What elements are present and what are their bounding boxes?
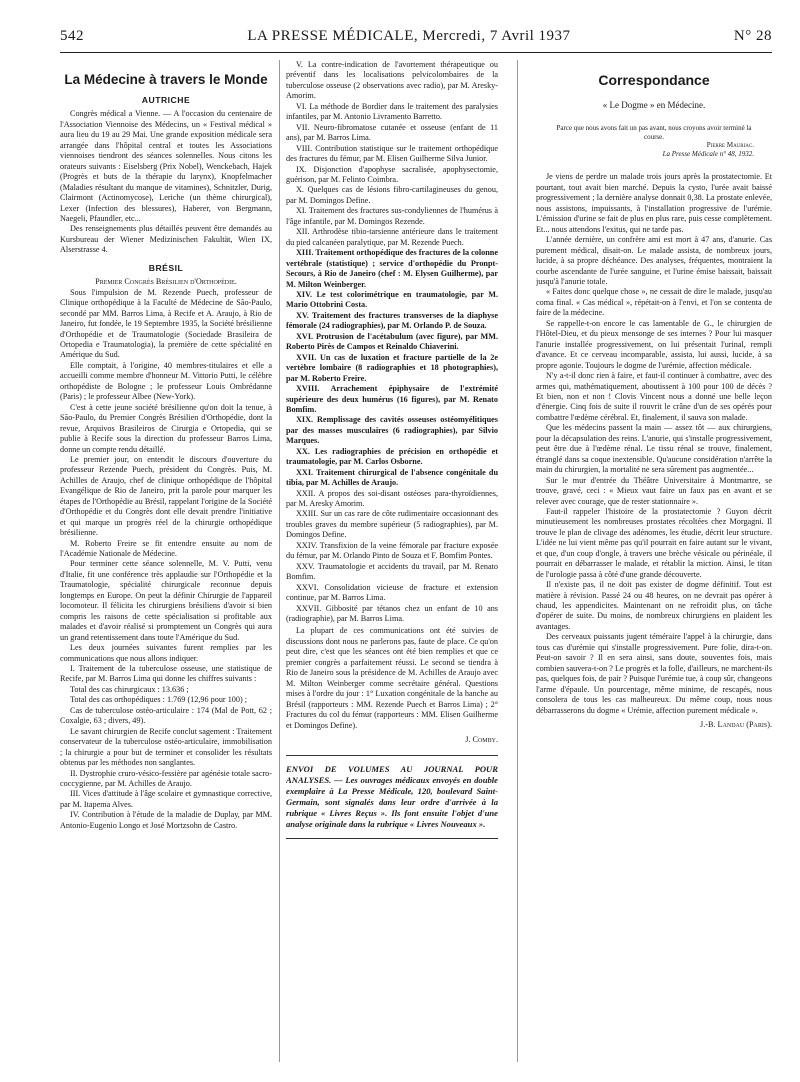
divider [286, 838, 498, 839]
paragraph: XX. Les radiographies de précision en orthopédie et traumatologie, par M. Carlos Osborne. [286, 446, 498, 467]
paragraph: Des renseignements plus détaillés peuvent être demandés au Kursbureau der Wiener Medizinischen Fakultät, Wien IX, Alserstrasse 4. [60, 224, 272, 255]
signature-comby: J. Comby. [465, 735, 498, 744]
autriche-body [60, 109, 272, 255]
paragraph: C'est à cette jeune société brésilienne qu'on doit la tenue, à São-Paulo, du Premier Congrès Brésilien d'Orthopédie, dont la revue, Arquivos Brasileiros de Cirurgia e Ortopedia, qui se publie à Recife sous la direction du professeur Barros Lima, donne un compte rendu détaillé. [60, 402, 272, 454]
paragraph: N'y a-t-il donc rien à faire, et faut-il continuer à combattre, avec des armes qui, mathématiquement, aboutissent à 100 pour 100 de décès ? Et bien, non et non ! Clovis Vincent nous a donné une belle leçon d'énergie. Cinq fois de suite il rouvrit le crâne d'un de ses opérés pour combattre l'œdème cérébral. Et, finalement, il sauva son malade. [536, 371, 772, 422]
article-subtitle: « Le Dogme » en Médecine. [602, 100, 706, 110]
paragraph: Je viens de perdre un malade trois jours après la prostatectomie. Et pourtant, tout avait bien marché. Depuis la cysto, l'urée avait baissé progressivement ; la dernière analyse donnait 0,38. La prostate enlevée, nous assistons, impuissants, à l'installation progressive de l'urémie. L'émission d'urine se fait de plus en plus rare, puis cesse complètement. Et... nous attendons l'exitus, qui ne tarde pas. [536, 172, 772, 234]
paragraph: Le savant chirurgien de Recife conclut sagement : Traitement conservateur de la tuberculose ostéo-articulaire, immobilisation ; la chirurgie a pour but de terminer et consolider les résultats obtenus par les méthodes non sanglantes. [60, 726, 272, 768]
journal-title: LA PRESSE MÉDICALE, Mercredi, 7 Avril 1937 [247, 28, 571, 44]
paragraph: VI. La méthode de Bordier dans le traitement des paralysies infantiles, par M. Antonio Livramento Barretto. [286, 101, 498, 122]
paragraph: XV. Traitement des fractures transverses de la diaphyse fémorale (24 radiographies), par M. Orlando P. de Souza. [286, 310, 498, 331]
paragraph: Congrès médical a Vienne. — A l'occasion du centenaire de l'Association Viennoise des Médecins, un « Festival médical » aura lieu du 19 au 29 Mai. Une grande exposition médicale sera arrangée dans l'hôpital central et toutes les Associations viennoises tiendront des séances solennelles. Nous citons les orateurs suivants : Eiselsberg (Prix Nobel), Wenckebach, Hajek (Progrès et buts de la thérapie du larynx), Knopfelmacher (Maladies résultant du manque de vitamines), Schnitzler, Durig, Clairmont (Actinomycose), Leriche (un thème chirurgical), Lexer (Infection des blessures), Haberer, von Bergmann, Naegeli, Pfaundler, etc... [60, 109, 272, 223]
epigraph-author: Pierre Mauriac. [706, 141, 754, 150]
issue-number: N° 28 [733, 28, 772, 44]
paragraph: Que les médecins passent la main — assez tôt — aux chirurgiens, pour la décapsulation des reins. L'anurie, qui s'installe progressivement, peut être due à l'œdème rénal. Le tissu rénal se trouve, finalement, étranglé dans sa coque inextensible. Qu'aucune considération n'arrête la main du chirurgien, la mortalité ne sera sûrement pas augmentée... [536, 423, 772, 475]
signature-landau: J.-B. Landau (Paris). [700, 720, 772, 730]
paragraph: XI. Traitement des fractures sus-condyliennes de l'humérus à l'âge infantile, par M. Domingos Rezende. [286, 206, 498, 226]
paragraph: VIII. Contribution statistique sur le traitement orthopédique des fractures du fémur, par M. Elisen Guilherme Silva Junior. [286, 143, 498, 164]
column-separator [279, 60, 280, 1062]
paragraph: XXI. Traitement chirurgical de l'absence congénitale du tibia, par M. Achilles de Araujo. [286, 467, 498, 488]
communications-list-part1 [60, 664, 272, 831]
heading-bresil: BRÉSIL [148, 262, 184, 273]
paragraph: XIX. Remplissage des cavités osseuses ostéomyélitiques par des masses musculaires (6 radiographies), par Silvio Marques. [286, 415, 498, 446]
communications-list-part2 [286, 60, 498, 624]
paragraph: Sur le mur d'entrée du Théâtre Universitaire à Montmartre, se trouve, gravé, ceci : « Mieux vaut faire un faux pas en avant et se relever avec courage, que de rester stationnaire ». [536, 475, 772, 506]
paragraph: XVIII. Arrachement épiphysaire de l'extrémité supérieure des deux humérus (16 figures), par M. Renato Bomfim. [286, 384, 498, 414]
paragraph: XVII. Un cas de luxation et fracture partielle de la 2e vertèbre lombaire (8 radiographies et 18 photographies), par M. Roberto Freire. [286, 352, 498, 383]
paragraph: III. Vices d'attitude à l'âge scolaire et gymnastique corrective, par M. Itapema Alves. [60, 789, 272, 809]
epigraph [536, 124, 772, 158]
paragraph: « Faites donc quelque chose », ne cessait de dire le malade, jusqu'au coma final. « Cas médical », répétait-on à l'envi, et l'on se contenta de faire de la médecine. [536, 287, 772, 318]
paragraph: Les deux journées suivantes furent remplies par les communications que nous allons indiquer. [60, 643, 272, 663]
paragraph: XXVII. Gibbosité par tétanos chez un enfant de 10 ans (radiographie), par M. Barros Lima. [286, 603, 498, 624]
page-header [60, 28, 772, 50]
epigraph-text: Parce que nous avons fait un pas avant, nous croyons avoir terminé la course. [556, 124, 752, 141]
paragraph: XII. Arthrodèse tibio-tarsienne antérieure dans le traitement du pied calcanéen paralytique, par M. Rezende Puech. [286, 227, 498, 247]
notice-envoi-volumes: ENVOI DE VOLUMES AU JOURNAL POUR ANALYSES. — Les ouvrages médicaux envoyés en double exemplaire à La Presse Médicale, 120, boulevard Saint-Germain, sont signalés dans leur ordre d'arrivée à la rubrique « Livres Reçus ». Ils font ensuite l'objet d'une analyse originale dans la rubrique « Livres Nouveaux ». [286, 764, 498, 830]
paragraph: XIII. Traitement orthopédique des fractures de la colonne vertébrale (statistique) ; service d'orthopédie du Pronpt-Secours, à Rio de Janeiro (chef : M. Elysen Guilherme), par M. Milton Weinberger. [286, 248, 498, 289]
section-title-correspondance: Correspondance [598, 72, 710, 88]
paragraph: Il n'existe pas, il ne doit pas exister de dogme définitif. Tout est matière à révision. Passé 24 ou 48 heures, on ne devrait pas opérer à chaud, les appendicites. Maintenant on ne refroidit plus, on tâche d'opérer de suite. Du moins, de nombreux chirurgiens en plaident les avantages. [536, 580, 772, 631]
paragraph: II. Dystrophie cruro-vésico-fessière par agénésie totale sacro-coccygienne, par M. Achilles de Araujo. [60, 768, 272, 788]
paragraph: XXV. Traumatologie et accidents du travail, par M. Renato Bomfim. [286, 561, 498, 582]
epigraph-source: La Presse Médicale n° 48, 1932. [662, 149, 754, 158]
paragraph: Cas de tuberculose ostéo-articulaire : 174 (Mal de Pott, 62 ; Coxalgie, 63 ; divers, 49). [60, 705, 272, 726]
paragraph: Se rappelle-t-on encore le cas lamentable de G., le chirurgien de l'Hôtel-Dieu, et du pieux mensonge de ses internes ? Pour lui masquer l'anurie installée progressivement, on lui présentait l'urinal, rempli d'avance. Et ce cerveau incomparable, assista, lui aussi, lucide, à sa propre agonie. Toujours le dogme de l'urémie, affection médicale. [536, 318, 772, 370]
paragraph: IV. Contribution à l'étude de la maladie de Duplay, par MM. Antonio-Eugenio Longo et José Mortzsohn de Castro. [60, 810, 272, 830]
bresil-subheading: Premier Congrès Brésilien d'Orthopédie. [95, 277, 237, 287]
paragraph: V. La contre-indication de l'avortement thérapeutique ou préventif dans les localisations pelvicolombaires de la tuberculose osseuse (2 observations avec radio), par M. Aresky-Amorim. [286, 60, 498, 101]
paragraph: I. Traitement de la tuberculose osseuse, une statistique de Recife, par M. Barros Lima qui donne les chiffres suivants : [60, 664, 272, 684]
column-2 [286, 60, 498, 1062]
column-3 [536, 60, 772, 1062]
paragraph: M. Roberto Freire se fit entendre ensuite au nom de l'Académie Nationale de Médecine. [60, 538, 272, 559]
paragraph: Faut-il rappeler l'histoire de la prostatectomie ? Guyon décrit minutieusement les nombreuses prostates récoltées chez Morgagni. Il trouve le plan de clivage des adénomes, les étudie, décrit leur structure. L'idée ne lui vient même pas qu'il pourrait en faire autant sur le vivant, et que, d'un coup d'ongle, à travers une brèche vésicale ou périnéale, il pourrait en débarrasser le malade, et rétablir la miction. Ainsi, le titan de l'urologie passa à côté d'une grande découverte. [536, 506, 772, 579]
paragraph: Des cerveaux puissants jugent téméraire l'appel à la chirurgie, dans tous cas d'urémie qui s'installe progressivement. Pure folie, dira-t-on. Peut-on savoir ? Il en sera ainsi, sans doute, souventes fois, mais combien sauvera-t-on ? Le progrès et la folle, d'ailleurs, ne marchent-ils pas, quelques fois, de pair ? Puisque l'urémie tue, à coup sûr, changeons l'arme d'épaule. Un pourcentage, même minime, de rescapés, nous consolera de tous les cas malheureux. Du même coup, nous nous débarrasserons du dogme « Urémie, affection purement médicale ». [536, 632, 772, 715]
paragraph: VII. Neuro-fibromatose cutanée et osseuse (enfant de 11 ans), par M. Barros Lima. [286, 122, 498, 143]
correspondance-body [536, 172, 772, 716]
header-rule [60, 52, 772, 53]
paragraph: Total des cas orthopédiques : 1.769 (12,96 pour 100) ; [70, 695, 248, 705]
paragraph: XXIII. Sur un cas rare de côte rudimentaire occasionnant des troubles graves du membre supérieur (5 radiographies), par M. Domingos Define. [286, 509, 498, 540]
paragraph: XIV. Le test colorimétrique en traumatologie, par M. Mario Ottobrini Costa. [286, 289, 498, 310]
divider [286, 755, 498, 756]
column-separator [517, 60, 518, 1062]
paragraph: XXVI. Consolidation vicieuse de fracture et extension continue, par M. Barros Lima. [286, 582, 498, 603]
paragraph: XXIV. Transfixion de la veine fémorale par fracture exposée du fémur, par M. Orlando Pinto de Souza et F. Bomfim Pontes. [286, 540, 498, 561]
section-title-medecine: La Médecine à travers le Monde [64, 72, 268, 87]
paragraph: XXII. A propos des soi-disant ostéoses para-thyroïdiennes, par M. Aresky Amorim. [286, 488, 498, 509]
page-number: 542 [60, 28, 84, 44]
paragraph: Elle comptait, à l'origine, 40 membres-titulaires et elle a accueilli comme membre d'honneur M. Vittorio Putti, le célèbre orthopédiste de Bologne ; le professeur Louis Ombrédanne (Paris) ; le professeur Albee (New-York). [60, 360, 272, 402]
paragraph: Total des cas chirurgicaux : 13.636 ; [70, 684, 189, 694]
paragraph: Pour terminer cette séance solennelle, M. V. Putti, venu d'Italie, fit une conférence très applaudie sur l'Orthopédie et la Traumatologie, spécialité chirurgicale reconnue depuis longtemps en Europe. On peut la définir Chirurgie de l'appareil locomoteur. Il félicita les chirurgiens brésiliens d'avoir si bien compris les raisons de cette spécialisation si profitable aux malades et d'avoir réalisé si promptement un Congrès qui aura un grand retentissement dans toute l'Amérique du Sud. [60, 559, 272, 642]
paragraph: Sous l'impulsion de M. Rezende Puech, professeur de Clinique orthopédique à la Faculté de Médecine de São-Paulo, secondé par MM. Barros Lima, à Recife et A. Araujo, à Rio de Janeiro, fut fondée, le 19 Septembre 1935, la Société brésilienne d'Orthopédie et de Traumatologie (Sociedade Brasileira de Ortopedia e Traumatologia), la première de cette spécialité en Amérique du Sud. [60, 287, 272, 360]
closing-paragraph: La plupart de ces communications ont été suivies de discussions dont nous ne parlerons pas, faute de place. Ce qu'on peut dire, c'est que les séances ont été bien remplies et que ce premier congrès a parfaitement réussi. Le second se tiendra à Rio de Janeiro sous la présidence de M. Achilles de Araujo avec M. Milton Weinberger comme secrétaire général. Questions mises à l'ordre du jour : 1° Luxation congénitale de la hanche au Brésil (rapporteurs : MM. Rezende Puech et Barros Lima) ; 2° Fractures du col du fémur (rapporteurs : MM. Elisen Guilherme et Domingos Define). [286, 626, 498, 730]
paragraph: L'année dernière, un confrère ami est mort à 47 ans, d'anurie. Cas purement médical, disait-on. Le malade assista, de nombreux jours, lucide, à sa propre déchéance. Des analyses, fréquentes, montraient la courbe ascendante de l'urée sanguine, et l'urine émise baissait, baissait jusqu'à l'anurie totale. [536, 235, 772, 286]
paragraph: XVI. Protrusion de l'acétabulum (avec figure), par MM. Roberto Pirès de Campos et Reinaldo Chiaverini. [286, 331, 498, 352]
heading-autriche: AUTRICHE [141, 95, 191, 105]
column-1 [60, 60, 272, 1062]
paragraph: IX. Disjonction d'apophyse sacralisée, apophysectomie, guérison, par M. Felinto Coimbra. [286, 164, 498, 184]
paragraph: X. Quelques cas de lésions fibro-cartilagineuses du genou, par M. Domingos Define. [286, 185, 498, 205]
paragraph: Le premier jour, on entendit le discours d'ouverture du professeur Rezende Puech, président du Congrès. Puis, M. Achilles de Araujo, chef de clinique orthopédique de l'hôpital Evangélique de Rio de Janeiro, prit la parole pour marquer les étapes de l'Orthopédie au Brésil, rappelant l'origine de la Société d'Orthopédie et du Congrès dont elle devait prendre l'initiative et qui marque un progrès réel de la chirurgie orthopédique brésilienne. [60, 454, 272, 538]
bresil-body [60, 288, 272, 664]
